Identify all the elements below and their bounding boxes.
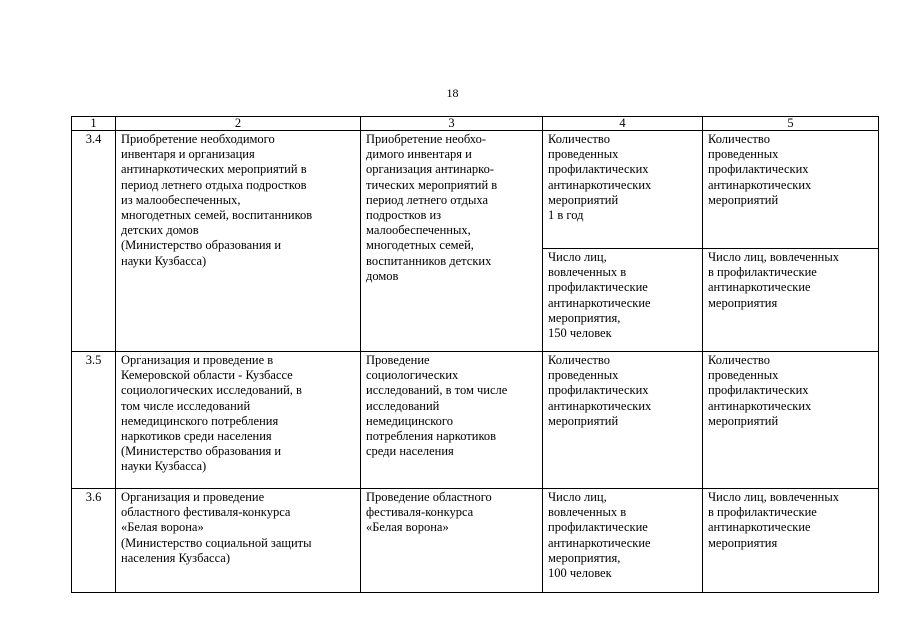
event-cell: Приобретение необходимого инвентаря и организация антинаркотических мероприятий в период летнего отдыха подростков из малообеспеченных, многодетных семей, воспитанников детских домов (Министерство образования и науки Кузбасса) (116, 131, 361, 352)
table-row-3-6 (72, 489, 879, 593)
measures-table (71, 116, 879, 593)
indicator-name-cell: Число лиц, вовлеченных в профилактические антинаркотические мероприятия (703, 249, 879, 352)
indicator-name-cell: Количество проведенных профилактических антинаркотических мероприятий (703, 131, 879, 249)
row-number: 3.4 (72, 131, 116, 352)
event-cell: Организация и проведение областного фестиваля-конкурса «Белая ворона» (Министерство социальной защиты населения Кузбасса) (116, 489, 361, 593)
table-row-3-5 (72, 352, 879, 489)
result-cell: Проведение областного фестиваля-конкурса «Белая ворона» (361, 489, 543, 593)
indicator-value-cell: Количество проведенных профилактических антинаркотических мероприятий 1 в год (543, 131, 703, 249)
column-number-row (72, 117, 879, 131)
row-number: 3.6 (72, 489, 116, 593)
indicator-value-cell: Число лиц, вовлеченных в профилактические антинаркотические мероприятия, 150 человек (543, 249, 703, 352)
indicator-value-cell: Число лиц, вовлеченных в профилактические антинаркотические мероприятия, 100 человек (543, 489, 703, 593)
column-number-5: 5 (703, 117, 879, 131)
indicator-value-cell: Количество проведенных профилактических антинаркотических мероприятий (543, 352, 703, 489)
page-number: 18 (446, 86, 459, 100)
indicator-name-cell: Число лиц, вовлеченных в профилактические антинаркотические мероприятия (703, 489, 879, 593)
event-cell: Организация и проведение в Кемеровской области - Кузбассе социологических исследований, в том числе исследований немедицинского потребления наркотиков среди населения (Министерство образования и науки Кузбасса) (116, 352, 361, 489)
result-cell: Приобретение необхо- димого инвентаря и организация антинарко- тических мероприятий в период летнего отдыха подростков из малообеспеченных, многодетных семей, воспитанников детских домов (361, 131, 543, 352)
result-cell: Проведение социологических исследований, в том числе исследований немедицинского потребления наркотиков среди населения (361, 352, 543, 489)
column-number-1: 1 (72, 117, 116, 131)
indicator-name-cell: Количество проведенных профилактических антинаркотических мероприятий (703, 352, 879, 489)
column-number-2: 2 (116, 117, 361, 131)
table-row-3-4 (72, 131, 879, 249)
column-number-4: 4 (543, 117, 703, 131)
row-number: 3.5 (72, 352, 116, 489)
column-number-3: 3 (361, 117, 543, 131)
